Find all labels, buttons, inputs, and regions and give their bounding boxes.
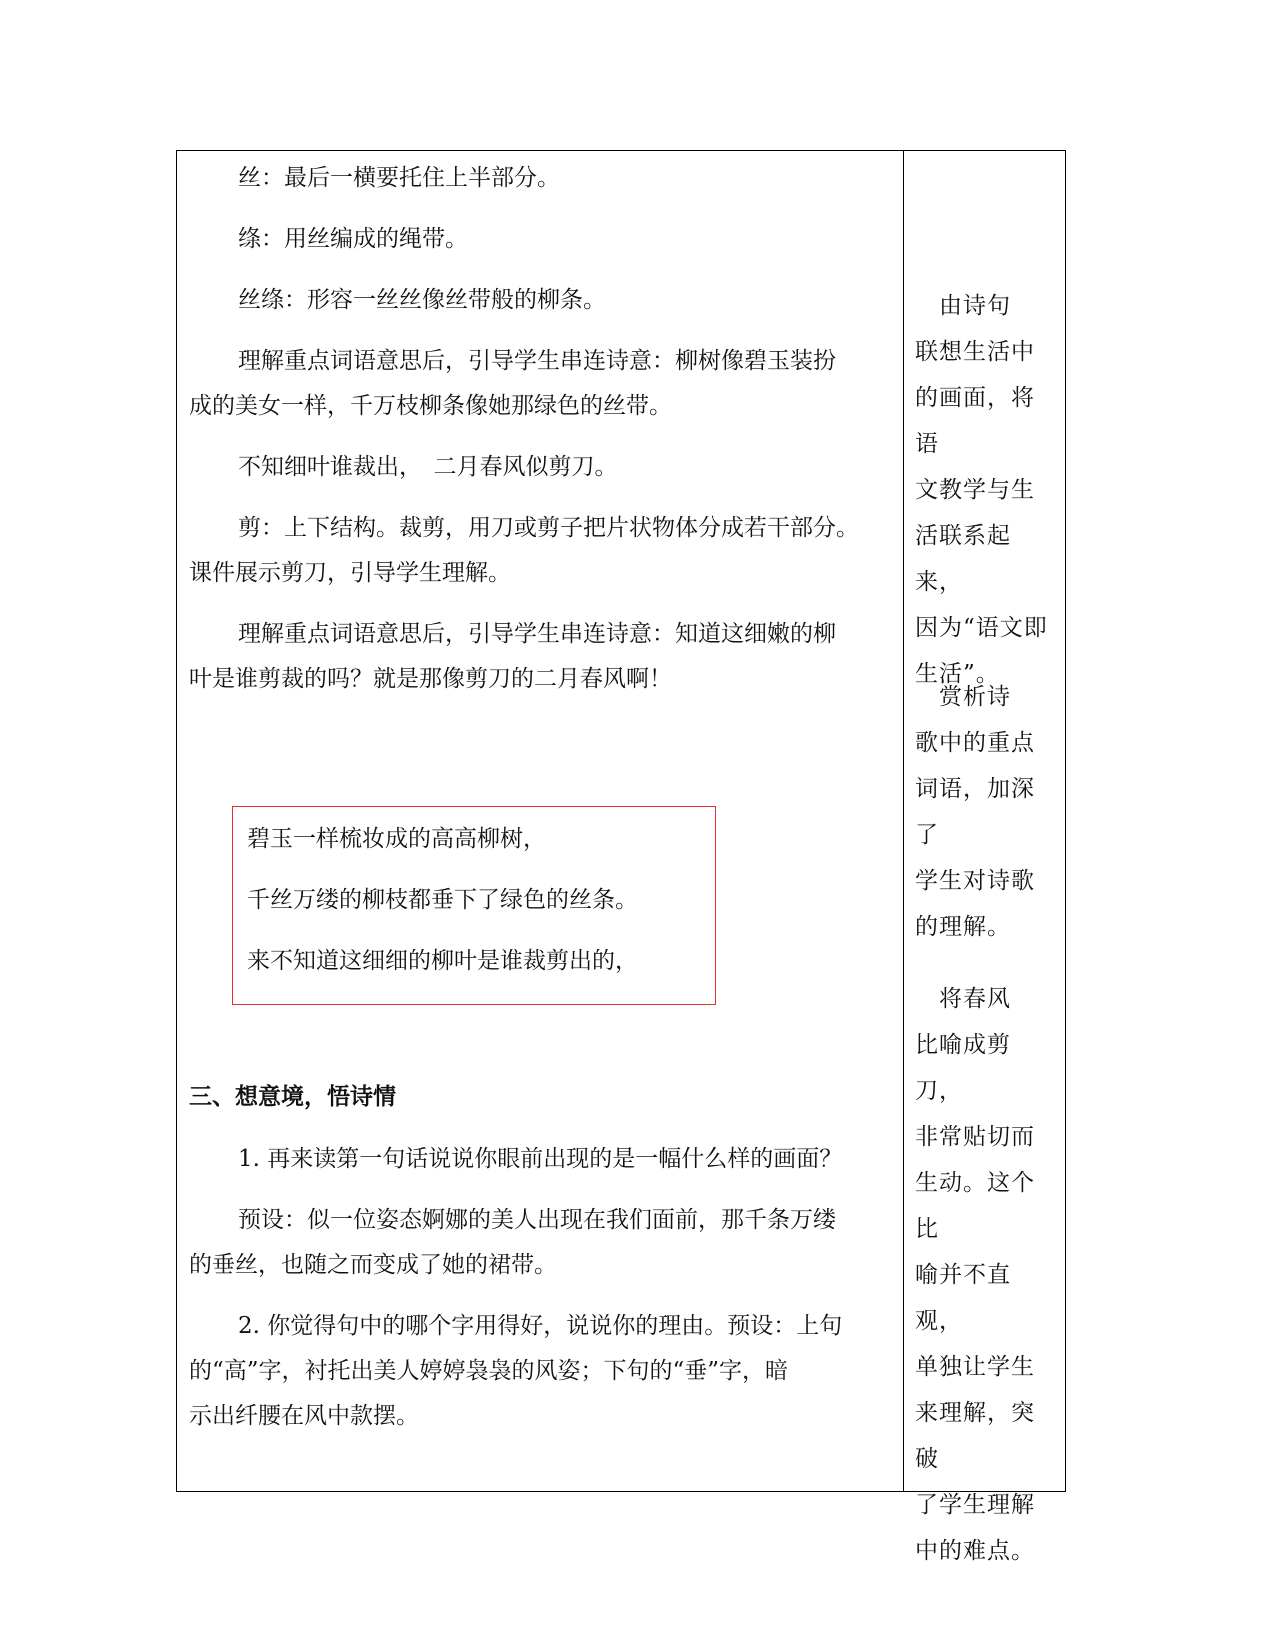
side-note-1-line: 联想生活中 xyxy=(915,339,1035,365)
side-note-3-line: 来理解，突破 xyxy=(915,1400,1035,1472)
note-jian-line1: 剪：上下结构。裁剪，用刀或剪子把片状物体分成若干部分。 xyxy=(238,515,859,541)
side-note-2-line: 词语，加深了 xyxy=(915,776,1035,848)
poem-meaning-1-line2: 成的美女一样，千万枝柳条像她那绿色的丝带。 xyxy=(189,393,672,419)
note-jian-line2: 课件展示剪刀，引导学生理解。 xyxy=(189,560,511,586)
translation-line: 碧玉一样梳妆成的高高柳树， xyxy=(247,826,546,852)
translation-line: 来不知道这细细的柳叶是谁裁剪出的， xyxy=(247,948,638,974)
side-note-3-line: 了学生理解 xyxy=(915,1492,1035,1518)
side-note-3-line: 比喻成剪刀， xyxy=(915,1032,1011,1104)
note-sitao: 丝绦：形容一丝丝像丝带般的柳条。 xyxy=(238,287,606,313)
section-heading: 三、想意境，悟诗情 xyxy=(189,1083,396,1110)
side-note-3-line: 生动。这个比 xyxy=(915,1170,1035,1242)
side-note-2 xyxy=(915,674,1057,950)
side-note-1-line: 由诗句 xyxy=(915,293,1011,319)
side-note-1-line: 因为“语文即 xyxy=(915,615,1048,641)
translation-line: 千丝万缕的柳枝都垂下了绿色的丝条。 xyxy=(247,887,638,913)
side-note-3-line: 将春风 xyxy=(915,986,1011,1012)
question-2-line1: 2. 你觉得句中的哪个字用得好，说说你的理由。预设：上句 xyxy=(238,1313,843,1339)
side-note-1-line: 文教学与生 xyxy=(915,477,1035,503)
poem-meaning-2-line1: 理解重点词语意思后，引导学生串连诗意：知道这细嫩的柳 xyxy=(238,621,836,647)
side-note-1-line: 生活”。 xyxy=(915,661,1000,687)
answer-1-line2: 的垂丝，也随之而变成了她的裙带。 xyxy=(189,1252,557,1278)
side-note-2-line: 的理解。 xyxy=(915,914,1011,940)
side-note-2-line: 歌中的重点 xyxy=(915,730,1035,756)
side-note-3-line: 非常贴切而 xyxy=(915,1124,1035,1150)
poem-meaning-1-line1: 理解重点词语意思后，引导学生串连诗意：柳树像碧玉装扮 xyxy=(238,348,836,374)
poem-line-2: 不知细叶谁裁出， 二月春风似剪刀。 xyxy=(238,454,618,480)
question-2-line2: 的“高”字，衬托出美人婷婷袅袅的风姿；下句的“垂”字，暗 xyxy=(189,1358,789,1384)
side-note-3-line: 喻并不直观， xyxy=(915,1262,1011,1334)
column-divider xyxy=(903,151,904,1491)
question-1: 1. 再来读第一句话说说你眼前出现的是一幅什么样的画面？ xyxy=(238,1146,843,1172)
note-si: 丝：最后一横要托住上半部分。 xyxy=(238,165,560,191)
side-note-2-line: 学生对诗歌 xyxy=(915,868,1035,894)
poem-translation-box xyxy=(232,806,716,1005)
side-note-3 xyxy=(915,976,1057,1574)
answer-1-line1: 预设：似一位姿态婀娜的美人出现在我们面前，那千条万缕 xyxy=(238,1207,836,1233)
side-note-2-line: 赏析诗 xyxy=(915,684,1011,710)
side-note-3-line: 中的难点。 xyxy=(915,1538,1035,1564)
question-2-line3: 示出纤腰在风中款摆。 xyxy=(189,1403,419,1429)
side-note-1-line: 的画面，将语 xyxy=(915,385,1035,457)
poem-meaning-2-line2: 叶是谁剪裁的吗？就是那像剪刀的二月春风啊！ xyxy=(189,666,672,692)
side-note-1-line: 活联系起来， xyxy=(915,523,1011,595)
side-note-1 xyxy=(915,283,1057,697)
side-note-3-line: 单独让学生 xyxy=(915,1354,1035,1380)
note-tao: 绦：用丝编成的绳带。 xyxy=(238,226,468,252)
